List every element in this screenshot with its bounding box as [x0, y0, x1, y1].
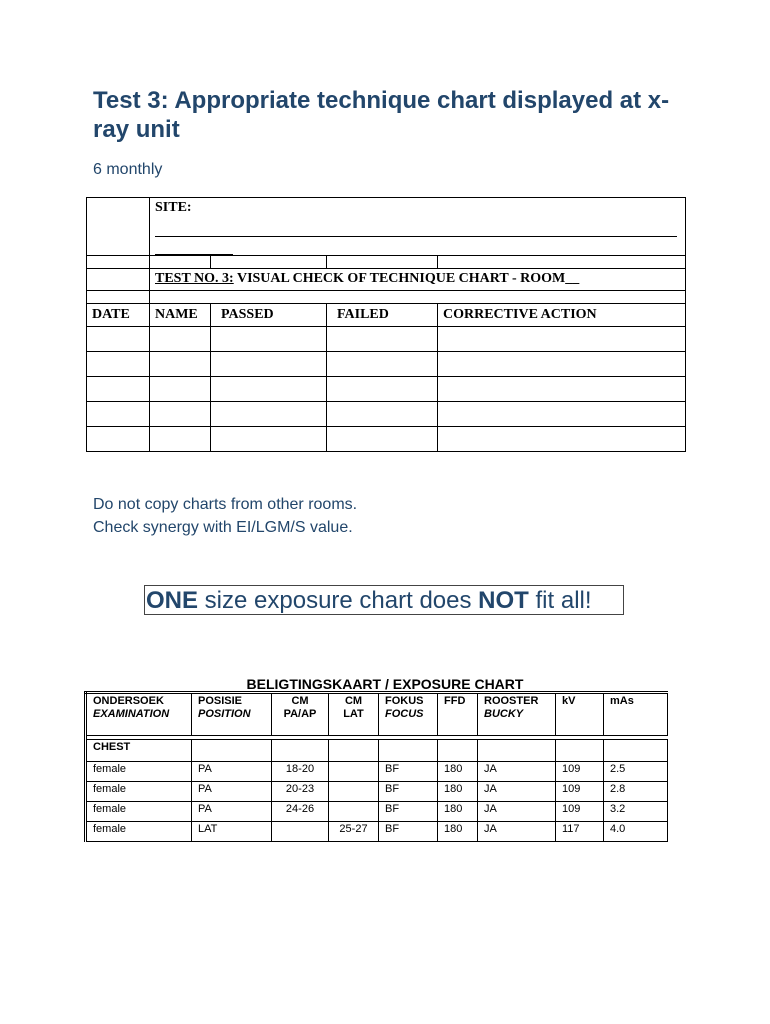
test-number-prefix: TEST NO. 3:	[155, 271, 234, 286]
spacer-cell	[87, 291, 150, 304]
cell-position: PA	[192, 802, 272, 822]
spacer-cell	[87, 256, 150, 269]
slogan-emphasis-one: ONE	[146, 587, 199, 614]
cell-focus: BF	[379, 822, 438, 842]
cell-mas: 2.5	[604, 762, 668, 782]
header-label: mAs	[610, 695, 634, 707]
column-header-passed: PASSED	[211, 304, 327, 327]
cell-kv: 109	[556, 762, 604, 782]
column-header-position	[192, 693, 272, 736]
empty-cell	[272, 740, 329, 762]
corrective-action-cell[interactable]	[438, 352, 686, 377]
cell-focus: BF	[379, 762, 438, 782]
cell-focus: BF	[379, 782, 438, 802]
cell-kv: 117	[556, 822, 604, 842]
site-label: SITE:	[155, 200, 192, 215]
passed-cell[interactable]	[211, 327, 327, 352]
table-row	[86, 762, 668, 782]
site-line	[155, 216, 677, 237]
cell-cm-lat	[329, 782, 379, 802]
note-line-2: Check synergy with EI/LGM/S value.	[93, 519, 353, 536]
cell-kv: 109	[556, 802, 604, 822]
header-sublabel: PA/AP	[283, 708, 317, 720]
column-header-focus	[379, 693, 438, 736]
header-label: FOKUS	[385, 695, 424, 707]
section-label: CHEST	[86, 740, 192, 762]
date-cell[interactable]	[87, 377, 150, 402]
cell-ffd: 180	[438, 822, 478, 842]
column-header-corrective-action: CORRECTIVE ACTION	[438, 304, 686, 327]
cell-ffd: 180	[438, 782, 478, 802]
empty-cell	[604, 740, 668, 762]
passed-cell[interactable]	[211, 352, 327, 377]
exposure-chart-table	[84, 691, 668, 842]
cell-examination: female	[86, 782, 192, 802]
passed-cell[interactable]	[211, 427, 327, 452]
test-number-heading	[150, 269, 686, 291]
corrective-action-cell[interactable]	[438, 377, 686, 402]
column-header-failed: FAILED	[327, 304, 438, 327]
header-sublabel: FOCUS	[385, 708, 424, 720]
empty-cell	[329, 740, 379, 762]
site-field[interactable]	[150, 198, 686, 256]
table-row	[86, 802, 668, 822]
failed-cell[interactable]	[327, 427, 438, 452]
spacer-cell	[438, 256, 686, 269]
column-header-date: DATE	[87, 304, 150, 327]
passed-cell[interactable]	[211, 402, 327, 427]
name-cell[interactable]	[150, 427, 211, 452]
column-header-examination	[86, 693, 192, 736]
column-header-ffd	[438, 693, 478, 736]
cell-cm-lat: 25-27	[329, 822, 379, 842]
cell-examination: female	[86, 822, 192, 842]
column-header-bucky	[478, 693, 556, 736]
cell-kv: 109	[556, 782, 604, 802]
slogan-text: size exposure chart does	[198, 587, 479, 614]
name-cell[interactable]	[150, 327, 211, 352]
column-header-mas	[604, 693, 668, 736]
cell-mas: 3.2	[604, 802, 668, 822]
empty-cell	[87, 269, 150, 291]
date-cell[interactable]	[87, 427, 150, 452]
cell-cm-pa-ap: 24-26	[272, 802, 329, 822]
header-label: CM	[344, 695, 363, 707]
table-row	[86, 822, 668, 842]
exposure-chart-title: BELIGTINGSKAART / EXPOSURE CHART	[246, 676, 524, 692]
cell-examination: female	[86, 762, 192, 782]
test-form-table	[86, 197, 686, 452]
cell-position: LAT	[192, 822, 272, 842]
failed-cell[interactable]	[327, 402, 438, 427]
failed-cell[interactable]	[327, 352, 438, 377]
table-row	[86, 782, 668, 802]
page-title: Test 3: Appropriate technique chart displayed at x-ray unit	[93, 87, 670, 143]
slogan-box	[144, 585, 624, 615]
cell-ffd: 180	[438, 802, 478, 822]
name-cell[interactable]	[150, 402, 211, 427]
spacer-cell	[150, 256, 211, 269]
cell-examination: female	[86, 802, 192, 822]
cell-cm-pa-ap	[272, 822, 329, 842]
notes	[93, 493, 357, 539]
slogan-text-end: fit all!	[528, 587, 592, 614]
header-label: FFD	[444, 695, 466, 707]
spacer-cell	[211, 256, 327, 269]
header-label: CM	[291, 695, 309, 707]
spacer-cell	[327, 256, 438, 269]
cell-bucky: JA	[478, 782, 556, 802]
cell-bucky: JA	[478, 822, 556, 842]
header-sublabel: POSITION	[198, 708, 251, 720]
empty-cell	[556, 740, 604, 762]
spacer-cell	[150, 291, 686, 304]
date-cell[interactable]	[87, 352, 150, 377]
failed-cell[interactable]	[327, 377, 438, 402]
header-sublabel: BUCKY	[484, 708, 524, 720]
name-cell[interactable]	[150, 352, 211, 377]
failed-cell[interactable]	[327, 327, 438, 352]
cell-focus: BF	[379, 802, 438, 822]
date-cell[interactable]	[87, 402, 150, 427]
cell-position: PA	[192, 762, 272, 782]
cell-ffd: 180	[438, 762, 478, 782]
cell-bucky: JA	[478, 802, 556, 822]
header-sublabel: LAT	[343, 708, 364, 720]
header-label: ONDERSOEK	[93, 695, 164, 707]
cell-position: PA	[192, 782, 272, 802]
frequency-text: 6 monthly	[93, 161, 163, 178]
site-line-short	[155, 237, 233, 255]
column-header-name: NAME	[150, 304, 211, 327]
note-line-1: Do not copy charts from other rooms.	[93, 496, 358, 513]
slogan-emphasis-not: NOT	[478, 587, 529, 614]
column-header-cm-pa-ap	[272, 693, 329, 736]
header-sublabel: EXAMINATION	[93, 708, 170, 720]
column-header-kv	[556, 693, 604, 736]
empty-cell	[478, 740, 556, 762]
name-cell[interactable]	[150, 377, 211, 402]
empty-cell	[438, 740, 478, 762]
column-header-cm-lat	[329, 693, 379, 736]
header-label: ROOSTER	[484, 695, 539, 707]
header-label: POSISIE	[198, 695, 243, 707]
corrective-action-cell[interactable]	[438, 402, 686, 427]
cell-cm-pa-ap: 18-20	[272, 762, 329, 782]
corrective-action-cell[interactable]	[438, 427, 686, 452]
cell-mas: 4.0	[604, 822, 668, 842]
corrective-action-cell[interactable]	[438, 327, 686, 352]
empty-cell	[379, 740, 438, 762]
passed-cell[interactable]	[211, 377, 327, 402]
header-label: kV	[562, 695, 576, 707]
empty-cell	[87, 198, 150, 256]
cell-mas: 2.8	[604, 782, 668, 802]
cell-cm-pa-ap: 20-23	[272, 782, 329, 802]
cell-cm-lat	[329, 762, 379, 782]
date-cell[interactable]	[87, 327, 150, 352]
cell-cm-lat	[329, 802, 379, 822]
test-number-text: VISUAL CHECK OF TECHNIQUE CHART - ROOM__	[233, 271, 580, 286]
cell-bucky: JA	[478, 762, 556, 782]
empty-cell	[192, 740, 272, 762]
